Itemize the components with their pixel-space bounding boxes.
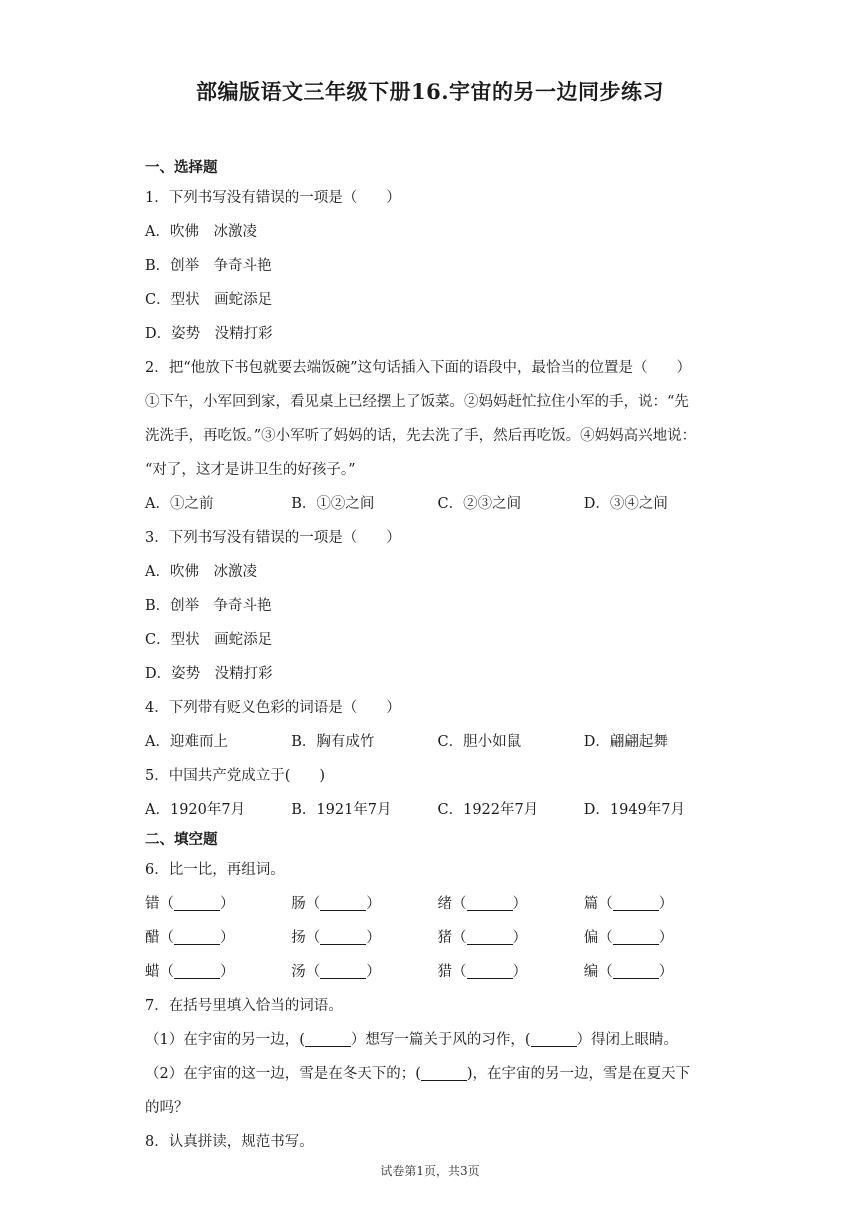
answer-blank[interactable]: [174, 962, 220, 979]
character: 绪: [437, 896, 452, 912]
question-5-option-d: D．1949年7月: [583, 802, 686, 818]
close-paren: ）: [658, 930, 674, 946]
character: 蜡: [145, 964, 160, 980]
question-3-option-d: D．姿势 没精打彩: [145, 666, 273, 682]
exam-content: [145, 155, 730, 1159]
fill-cell: [584, 921, 730, 955]
question-1-option-b: B．创举 争奇斗艳: [145, 258, 272, 274]
open-paren: （: [305, 964, 321, 980]
answer-blank[interactable]: [467, 928, 513, 945]
fill-cell: [291, 921, 437, 955]
answer-blank[interactable]: [320, 894, 366, 911]
question-1-stem: 1．下列书写没有错误的一项是（ ）: [145, 190, 401, 206]
character: 扬: [291, 930, 306, 946]
question-7-stem: 7．在括号里填入恰当的词语。: [145, 998, 343, 1014]
answer-blank[interactable]: [613, 962, 659, 979]
section-heading-choice: 一、选择题: [145, 159, 218, 176]
question-2-passage-line-3: “对了，这才是讲卫生的好孩子。”: [145, 462, 356, 478]
open-paren: （: [452, 896, 467, 912]
character: 篇: [583, 896, 599, 912]
sentence-text: （1）在宇宙的另一边，(: [145, 1032, 305, 1048]
fill-cell: [145, 921, 291, 955]
question-2-option-a: A．①之前: [145, 496, 214, 512]
question-2-option-c: C．②③之间: [437, 496, 522, 512]
question-5-stem: 5．中国共产党成立于( ): [145, 768, 326, 784]
question-2-passage-line-2: 洗洗手，再吃饭。”③小军听了妈妈的话，先去洗了手，然后再吃饭。④妈妈高兴地说：: [145, 428, 697, 444]
character: 汤: [291, 964, 306, 980]
page-title: 部编版语文三年级下册16.宇宙的另一边同步练习: [195, 79, 665, 104]
question-2-option-b: B．①②之间: [291, 496, 375, 512]
open-paren: （: [159, 896, 174, 912]
fill-cell: [438, 887, 584, 921]
close-paren: ）: [366, 930, 381, 946]
answer-blank[interactable]: [613, 894, 659, 911]
open-paren: （: [598, 930, 613, 946]
answer-blank[interactable]: [531, 1030, 577, 1047]
question-6-row-2: [145, 921, 730, 955]
sentence-text: )，在宇宙的另一边，雪是在夏天下: [466, 1066, 691, 1082]
close-paren: ）: [658, 896, 674, 912]
close-paren: ）: [658, 964, 674, 980]
question-1-option-d: D．姿势 没精打彩: [145, 326, 273, 342]
character: 猎: [437, 964, 452, 980]
fill-cell: [438, 955, 584, 989]
close-paren: ）: [512, 930, 527, 946]
question-6-row-1: [145, 887, 730, 921]
question-3-option-c: C．型状 画蛇添足: [145, 632, 273, 648]
page-footer: 试卷第1页，共3页: [380, 1164, 480, 1178]
close-paren: ）: [220, 930, 235, 946]
question-4-option-c: C．胆小如鼠: [437, 734, 522, 750]
answer-blank[interactable]: [305, 1030, 351, 1047]
character: 错: [145, 896, 160, 912]
fill-cell: [291, 955, 437, 989]
close-paren: ）: [512, 896, 527, 912]
open-paren: （: [598, 896, 613, 912]
close-paren: ）: [220, 896, 235, 912]
open-paren: （: [598, 964, 613, 980]
question-2-stem: 2．把“他放下书包就要去端饭碗”这句话插入下面的语段中，最恰当的位置是（ ）: [145, 360, 692, 376]
question-5-options: [145, 793, 730, 827]
open-paren: （: [305, 930, 321, 946]
character: 肠: [291, 896, 306, 912]
question-1-option-a: A．吹佛 冰激凌: [145, 224, 257, 240]
question-4-option-d: D．翩翩起舞: [583, 734, 668, 750]
question-4-option-b: B．胸有成竹: [291, 734, 375, 750]
question-2-options: [145, 487, 730, 521]
question-3-stem: 3．下列书写没有错误的一项是（ ）: [145, 530, 401, 546]
answer-blank[interactable]: [613, 928, 659, 945]
answer-blank[interactable]: [174, 894, 220, 911]
sentence-text: （2）在宇宙的这一边，雪是在冬天下的；(: [145, 1066, 421, 1082]
open-paren: （: [452, 930, 467, 946]
fill-cell: [145, 955, 291, 989]
question-7-sentence-1: [145, 1023, 730, 1057]
sentence-text: ）想写一篇关于风的习作，(: [350, 1032, 531, 1048]
fill-cell: [584, 955, 730, 989]
question-2-option-d: D．③④之间: [583, 496, 668, 512]
open-paren: （: [452, 964, 467, 980]
question-8-stem: 8．认真拼读，规范书写。: [145, 1134, 314, 1150]
fill-cell: [291, 887, 437, 921]
sentence-text: ）得闭上眼睛。: [576, 1032, 679, 1048]
open-paren: （: [305, 896, 321, 912]
question-5-option-a: A．1920年7月: [145, 802, 246, 818]
character: 编: [583, 964, 599, 980]
answer-blank[interactable]: [421, 1064, 467, 1081]
fill-cell: [438, 921, 584, 955]
question-4-stem: 4．下列带有贬义色彩的词语是（ ）: [145, 700, 401, 716]
question-1-option-c: C．型状 画蛇添足: [145, 292, 273, 308]
character: 偏: [583, 930, 599, 946]
question-7-sentence-2-cont: 的吗？: [145, 1100, 189, 1116]
question-3-option-a: A．吹佛 冰激凌: [145, 564, 257, 580]
question-6-stem: 6．比一比，再组词。: [145, 862, 285, 878]
question-4-option-a: A．迎难而上: [145, 734, 228, 750]
fill-cell: [145, 887, 291, 921]
close-paren: ）: [366, 964, 381, 980]
answer-blank[interactable]: [467, 962, 513, 979]
character: 猪: [437, 930, 452, 946]
section-heading-fill: 二、填空题: [145, 831, 218, 848]
question-4-options: [145, 725, 730, 759]
open-paren: （: [159, 930, 174, 946]
question-3-option-b: B．创举 争奇斗艳: [145, 598, 272, 614]
question-5-option-c: C．1922年7月: [437, 802, 539, 818]
question-7-sentence-2: [145, 1057, 730, 1091]
fill-cell: [584, 887, 730, 921]
question-6-row-3: [145, 955, 730, 989]
close-paren: ）: [366, 896, 381, 912]
answer-blank[interactable]: [174, 928, 220, 945]
question-5-option-b: B．1921年7月: [291, 802, 392, 818]
character: 醋: [145, 930, 160, 946]
answer-blank[interactable]: [320, 928, 366, 945]
answer-blank[interactable]: [320, 962, 366, 979]
answer-blank[interactable]: [467, 894, 513, 911]
close-paren: ）: [220, 964, 235, 980]
open-paren: （: [159, 964, 174, 980]
question-2-passage-line-1: ①下午，小军回到家，看见桌上已经摆上了饭菜。②妈妈赶忙拉住小军的手，说：“先: [145, 394, 689, 410]
close-paren: ）: [512, 964, 527, 980]
